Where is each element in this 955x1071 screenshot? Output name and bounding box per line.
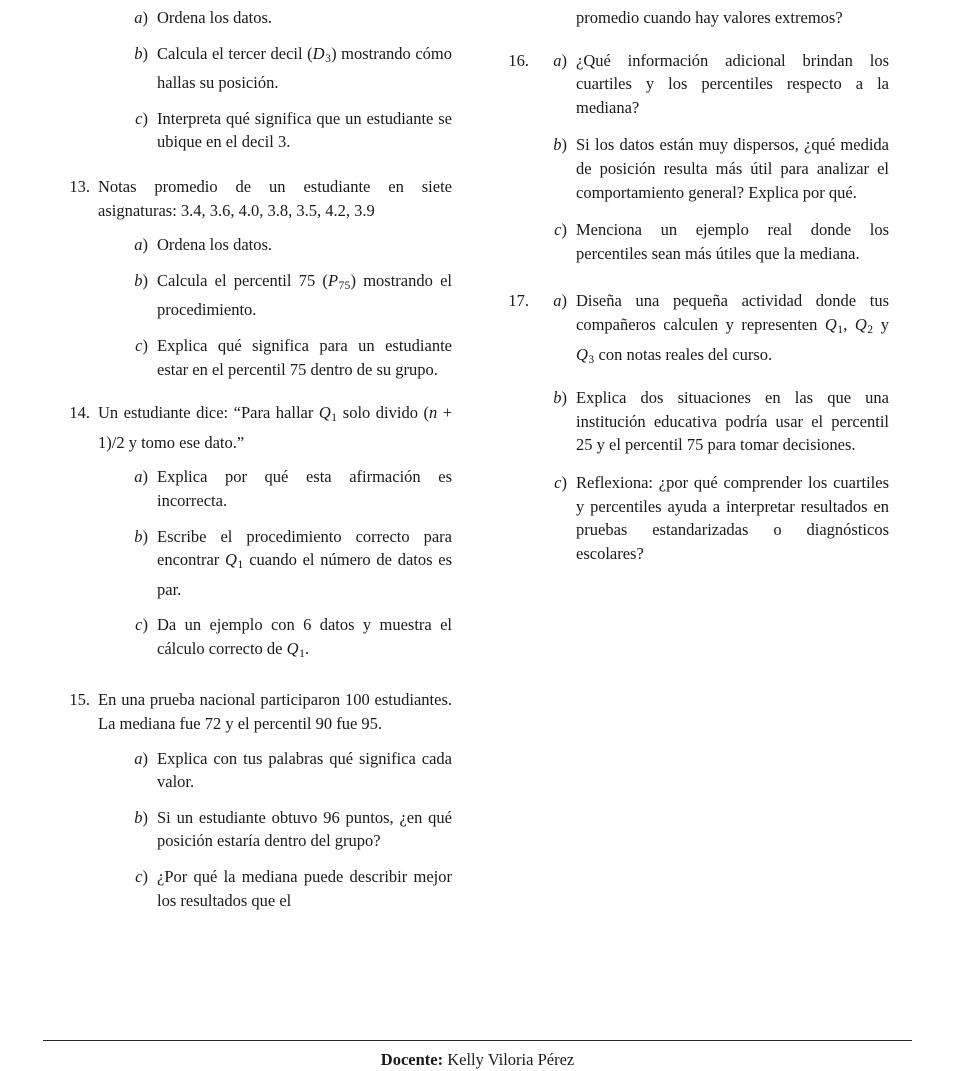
- item-stem: En una prueba nacional participaron 100 estudiantes. La mediana fue 72 y el percentil 90 fue 95.: [98, 690, 452, 734]
- subitem-text: Calcula el percentil 75 (P75) mostrando el procedimiento.: [157, 270, 453, 320]
- list-item: [124, 525, 452, 602]
- math-variable-Q: Q: [318, 403, 331, 423]
- math-subscript: 1: [299, 647, 306, 660]
- list-item: [124, 806, 452, 853]
- math-variable-Q2: Q: [854, 314, 867, 334]
- subitem-letter: b): [134, 270, 148, 290]
- subitem-letter: c): [135, 108, 148, 128]
- subitem-letter: c): [554, 472, 567, 492]
- subitem-body: [157, 747, 452, 794]
- math-variable-P: P: [327, 270, 339, 290]
- list-item: [543, 289, 889, 372]
- continuation-text: promedio cuando hay valores extremos?: [576, 8, 843, 27]
- item-number: 15.: [69, 690, 90, 710]
- math-variable-n: n: [428, 403, 438, 423]
- subitem-text: Interpreta qué significa que un estudiante se ubique en el decil 3.: [157, 108, 452, 152]
- math-subscript: 1: [331, 412, 338, 425]
- list-item: [543, 218, 889, 265]
- subitem-body: [576, 471, 889, 565]
- footer-label: Docente:: [380, 1050, 444, 1069]
- item-body: [98, 401, 452, 666]
- subitem-text: Si los datos están muy dispersos, ¿qué medida de posición resulta más útil para analizar el comportamiento general? Explica por qué.: [576, 135, 889, 202]
- subitem-letter: c): [554, 220, 567, 240]
- subitem-text: Escribe el procedimiento correcto para encontrar Q1 cuando el número de datos es par.: [157, 526, 453, 599]
- math-variable-Q: Q: [286, 638, 299, 658]
- list-item: [543, 386, 889, 457]
- list-item: [124, 334, 452, 381]
- exercise-item-13: [56, 175, 452, 381]
- sublist: [98, 747, 452, 913]
- exercise-item-15: [56, 688, 452, 912]
- math-subscript: 1: [837, 323, 844, 336]
- footer-divider: [43, 1040, 912, 1041]
- subitem-letter: b): [134, 526, 148, 546]
- subitem-body: [157, 806, 452, 853]
- subitem-letter: c): [135, 615, 148, 635]
- exercise-item-16: [485, 49, 889, 266]
- list-item: [124, 42, 452, 95]
- subitem-letter: b): [553, 388, 567, 408]
- math-subscript: 3: [588, 353, 595, 366]
- subitem-body: [576, 133, 889, 204]
- subitem-body: [576, 49, 889, 120]
- subitem-letter: a): [134, 467, 148, 487]
- subitem-text: Explica por qué esta afirmación es incorrecta.: [157, 467, 452, 510]
- sublist: [543, 49, 889, 266]
- item-body: [543, 49, 889, 266]
- subitem-letter: a): [134, 748, 148, 768]
- continuation-indent: [543, 6, 889, 30]
- subitem-text: Si un estudiante obtuvo 96 puntos, ¿en qué posición estaría dentro del grupo?: [157, 807, 452, 851]
- subitem-body: [576, 386, 889, 457]
- continuation-body: [543, 6, 889, 30]
- subitem-text: Da un ejemplo con 6 datos y muestra el cálculo correcto de Q1.: [157, 615, 452, 660]
- item-number: 17.: [508, 291, 529, 311]
- math-variable-Q3: Q: [576, 344, 588, 364]
- subitem-body: [157, 525, 452, 602]
- subitem-letter: b): [553, 135, 567, 155]
- subitem-body: [157, 613, 452, 666]
- continued-item-block: [56, 6, 452, 154]
- subitem-text: Calcula el tercer decil (D3) mostrando cómo hallas su posición.: [157, 43, 452, 93]
- list-item: [124, 865, 452, 912]
- subitem-text: Explica con tus palabras qué significa cada valor.: [157, 748, 452, 792]
- subitem-body: [157, 465, 452, 512]
- subitem-letter: a): [134, 235, 148, 255]
- subitem-letter: b): [134, 43, 148, 63]
- list-item: [543, 133, 889, 204]
- subitem-body: [157, 865, 452, 912]
- list-item: [124, 6, 452, 30]
- subitem-body: [576, 289, 889, 372]
- list-item: [124, 233, 452, 257]
- math-variable-D: D: [312, 43, 325, 63]
- subitem-text: Diseña una pequeña actividad donde tus compañeros calculen y representen Q1, Q2 y Q3 con notas reales del curso.: [576, 291, 890, 366]
- list-item: [124, 613, 452, 666]
- subitem-body: [576, 218, 889, 265]
- column-continuation-block: [485, 6, 889, 30]
- subitem-letter: a): [553, 291, 567, 311]
- sublist: [98, 233, 452, 381]
- item-body: [543, 289, 889, 565]
- sublist: [98, 465, 452, 666]
- subitem-letter: a): [553, 50, 567, 70]
- list-item: [543, 49, 889, 120]
- item-body: [98, 175, 452, 381]
- subitem-letter: c): [135, 867, 148, 887]
- item-number: 13.: [69, 176, 90, 196]
- subitem-body: [157, 107, 452, 154]
- exercise-item-17: [485, 289, 889, 565]
- continued-sublist: [98, 6, 452, 154]
- math-subscript: 75: [338, 279, 351, 292]
- subitem-text: Menciona un ejemplo real donde los percentiles sean más útiles que la mediana.: [576, 220, 889, 263]
- subitem-letter: a): [134, 8, 148, 27]
- list-item: [543, 471, 889, 565]
- subitem-letter: c): [135, 335, 148, 355]
- list-item: [124, 107, 452, 154]
- footer-teacher-name: Kelly Viloria Pérez: [447, 1050, 575, 1069]
- exercise-item-14: [56, 401, 452, 666]
- math-subscript: 1: [237, 559, 244, 572]
- subitem-text: Reflexiona: ¿por qué comprender los cuartiles y percentiles ayuda a interpretar resultados en pruebas estandarizadas o diagnósticos escolares?: [576, 472, 889, 563]
- subitem-body: [157, 233, 452, 257]
- subitem-text: Ordena los datos.: [157, 8, 273, 27]
- math-variable-Q1: Q: [824, 314, 837, 334]
- math-subscript: 3: [325, 52, 332, 65]
- list-item: [124, 465, 452, 512]
- subitem-text: ¿Por qué la mediana puede describir mejor los resultados que el: [157, 867, 452, 910]
- item-stem: Notas promedio de un estudiante en siete asignaturas: 3.4, 3.6, 4.0, 3.8, 3.5, 4.2, 3.9: [98, 176, 452, 220]
- subitem-text: Explica dos situaciones en las que una institución educativa podría usar el percentil 25 y el percentil 75 para tomar decisiones.: [576, 388, 889, 455]
- list-item: [124, 269, 452, 322]
- item-body: [98, 688, 452, 912]
- subitem-letter: b): [134, 807, 148, 827]
- right-column: [477, 0, 954, 1025]
- math-variable-Q: Q: [225, 550, 237, 570]
- list-item: [124, 747, 452, 794]
- subitem-body: [157, 334, 452, 381]
- subitem-body: [157, 42, 452, 95]
- math-subscript: 2: [867, 323, 874, 336]
- subitem-text: ¿Qué información adicional brindan los cuartiles y los percentiles respecto a la mediana?: [576, 50, 889, 117]
- left-column: [0, 0, 477, 1025]
- subitem-body: [157, 6, 452, 30]
- item-number: 14.: [69, 403, 90, 423]
- sublist: [543, 289, 889, 565]
- item-number: 16.: [508, 50, 529, 70]
- continued-item-body: [98, 6, 452, 154]
- subitem-text: Ordena los datos.: [157, 235, 273, 255]
- subitem-body: [157, 269, 452, 322]
- subitem-text: Explica qué significa para un estudiante estar en el percentil 75 dentro de su grupo.: [157, 335, 452, 379]
- item-stem: Un estudiante dice: “Para hallar Q1 solo divido (n + 1)/2 y tomo ese dato.”: [98, 403, 453, 452]
